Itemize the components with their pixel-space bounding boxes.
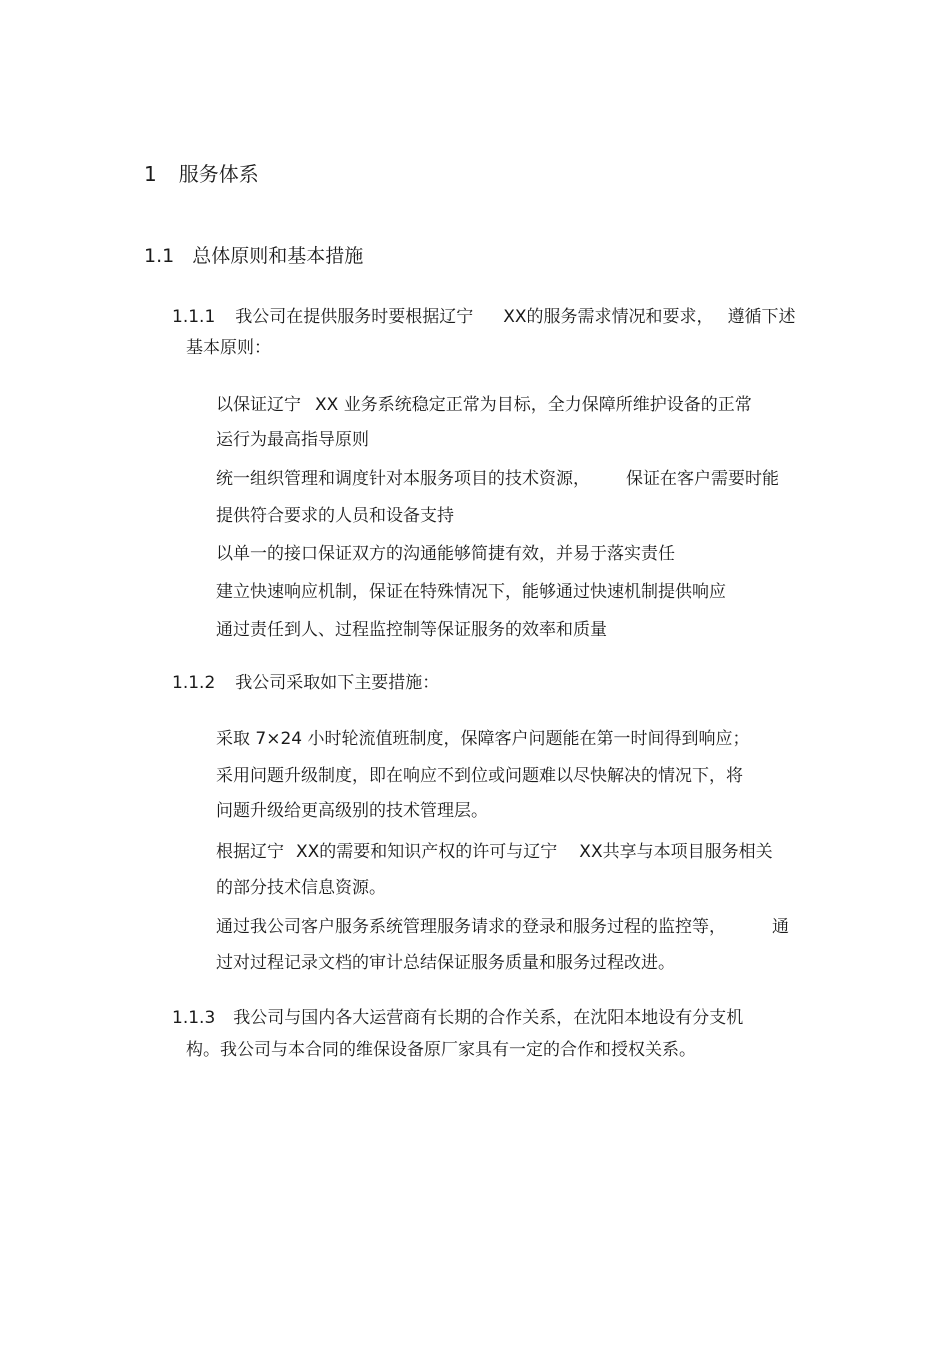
measure-text: 通 — [772, 917, 789, 937]
measure-2-line1: 采用问题升级制度，即在响应不到位或问题难以尽快解决的情况下，将 — [216, 766, 743, 786]
measure-2-line2: 问题升级给更高级别的技术管理层。 — [216, 801, 488, 821]
measure-4-line1 — [216, 917, 789, 937]
clause-number: 1.1.2 — [172, 673, 216, 693]
measure-text: 通过我公司客户服务系统管理服务请求的登录和服务过程的监控等， — [216, 917, 726, 937]
clause-1-1-1-line1 — [172, 307, 796, 327]
measure-text: 根据辽宁 — [216, 842, 284, 862]
principle-2-line1 — [216, 469, 779, 489]
principle-1-line2: 运行为最高指导原则 — [216, 430, 369, 450]
principle-text: 以保证辽宁 — [216, 395, 301, 415]
clause-1-1-3-line1 — [172, 1008, 743, 1028]
principle-3: 以单一的接口保证双方的沟通能够简捷有效，并易于落实责任 — [216, 544, 675, 564]
clause-text: 我公司与国内各大运营商有长期的合作关系，在沈阳本地设有分支机 — [233, 1008, 744, 1028]
measure-4-line2: 过对过程记录文档的审计总结保证服务质量和服务过程改进。 — [216, 953, 675, 973]
measure-1: 采取 7×24 小时轮流值班制度，保障客户问题能在第一时间得到响应； — [216, 729, 750, 749]
measure-3-line1 — [216, 842, 773, 862]
subsection-number: 1.1 — [144, 245, 175, 267]
clause-text: 我公司采取如下主要措施： — [235, 673, 440, 693]
subsection-heading — [144, 245, 363, 267]
principle-text: 统一组织管理和调度针对本服务项目的技术资源， — [216, 469, 590, 489]
section-number: 1 — [144, 162, 157, 186]
measure-3-line2: 的部分技术信息资源。 — [216, 878, 386, 898]
principle-text: XX 业务系统稳定正常为目标，全力保障所维护设备的正常 — [315, 395, 752, 415]
clause-text: XX的服务需求情况和要求， — [503, 307, 714, 327]
subsection-title: 总体原则和基本措施 — [192, 245, 364, 267]
principle-4: 建立快速响应机制，保证在特殊情况下，能够通过快速机制提供响应 — [216, 582, 726, 602]
principle-2-line2: 提供符合要求的人员和设备支持 — [216, 506, 454, 526]
clause-text: 我公司在提供服务时要根据辽宁 — [235, 307, 474, 327]
clause-1-1-1-line2: 基本原则： — [186, 338, 271, 358]
principle-1-line1 — [216, 395, 752, 415]
principle-text: 保证在客户需要时能 — [626, 469, 779, 489]
clause-number: 1.1.1 — [172, 307, 216, 327]
clause-1-1-3-line2: 构。我公司与本合同的维保设备原厂家具有一定的合作和授权关系。 — [186, 1040, 696, 1060]
principle-5: 通过责任到人、过程监控制等保证服务的效率和质量 — [216, 620, 607, 640]
clause-number: 1.1.3 — [172, 1008, 216, 1028]
clause-1-1-2 — [172, 673, 439, 693]
measure-text: XX共享与本项目服务相关 — [579, 842, 773, 862]
clause-text: 遵循下述 — [727, 307, 796, 327]
section-heading — [144, 162, 259, 186]
measure-text: XX的需要和知识产权的许可与辽宁 — [296, 842, 558, 862]
section-title: 服务体系 — [178, 162, 259, 186]
